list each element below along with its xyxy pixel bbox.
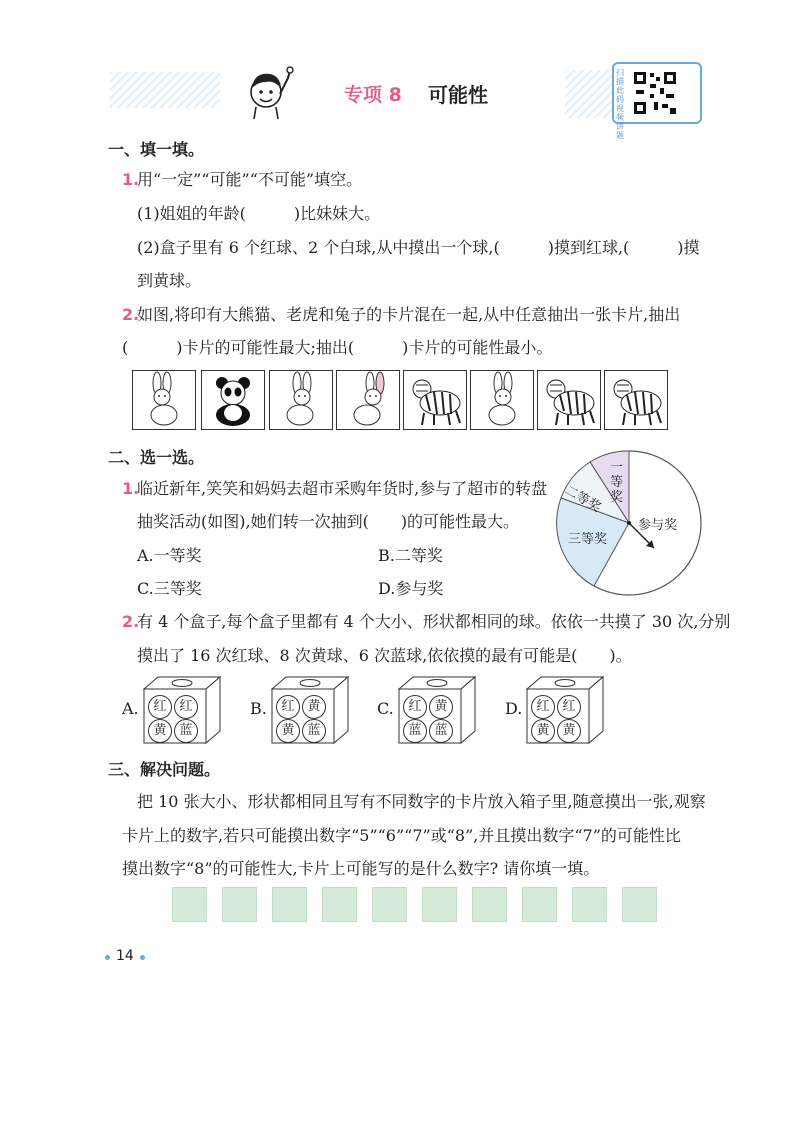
s1-q2-line2: ( )卡片的可能性最大;抽出( )卡片的可能性最小。	[122, 338, 553, 357]
tiger-icon	[605, 371, 667, 429]
header-left-decoration	[110, 72, 220, 108]
animal-card	[132, 370, 196, 430]
ball: 蓝	[302, 719, 326, 743]
rabbit-icon	[133, 371, 195, 429]
ball: 蓝	[429, 719, 453, 743]
box-letter: B.	[250, 699, 267, 718]
ball: 黄	[148, 719, 172, 743]
rabbit-icon	[471, 371, 533, 429]
ball: 黄	[557, 719, 581, 743]
ball: 黄	[302, 695, 326, 719]
page-number-dot-right	[140, 955, 145, 960]
answer-card[interactable]	[622, 887, 657, 922]
page-number-dot-left	[105, 955, 110, 960]
animal-card	[537, 370, 601, 430]
s3-line2: 卡片上的数字,若只可能摸出数字“5”“6”“7”或“8”,并且摸出数字“7”的可能性比	[122, 826, 681, 845]
ball: 红	[148, 695, 172, 719]
answer-card[interactable]	[422, 887, 457, 922]
spinner-label-second: 二等奖	[561, 482, 604, 516]
box-letter: D.	[505, 699, 523, 718]
s1-q2-line1: 如图,将印有大熊猫、老虎和兔子的卡片混在一起,从中任意抽出一张卡片,抽出	[137, 305, 681, 324]
answer-card[interactable]	[172, 887, 207, 922]
ball: 红	[276, 695, 300, 719]
s1-q1-sub2-line2: 到黄球。	[137, 271, 202, 290]
section2-heading: 二、选一选。	[108, 448, 205, 467]
ball: 黄	[276, 719, 300, 743]
s1-q1-number: 1.	[122, 170, 140, 189]
ball: 蓝	[403, 719, 427, 743]
page-number: 14	[116, 948, 134, 964]
s2-q1-option-b: B.二等奖	[378, 546, 443, 565]
animal-card	[269, 370, 333, 430]
ball: 黄	[429, 695, 453, 719]
s3-line1: 把 10 张大小、形状都相同且写有不同数字的卡片放入箱子里,随意摸出一张,观察	[137, 792, 706, 811]
rabbit-icon	[337, 371, 399, 429]
box-letter: C.	[377, 699, 394, 718]
rabbit-icon	[270, 371, 332, 429]
spinner-label-third: 三等奖	[568, 532, 608, 547]
ball-box-c	[377, 675, 477, 745]
s2-q2-line1: 有 4 个盒子,每个盒子里都有 4 个大小、形状都相同的球。依依一共摸了 30 次,分别	[137, 612, 731, 631]
answer-card[interactable]	[572, 887, 607, 922]
answer-card[interactable]	[472, 887, 507, 922]
s1-q1-sub1: (1)姐姐的年龄( )比妹妹大。	[137, 204, 381, 223]
spinner-label-first: 一等奖	[610, 460, 624, 505]
panda-icon	[202, 371, 264, 429]
ball-box-d	[505, 675, 605, 745]
s2-q1-option-d: D.参与奖	[378, 579, 444, 598]
answer-card[interactable]	[272, 887, 307, 922]
s1-q2-number: 2.	[122, 305, 140, 324]
answer-card[interactable]	[222, 887, 257, 922]
answer-card[interactable]	[522, 887, 557, 922]
page-title: 可能性	[428, 83, 488, 107]
s2-q2-line2: 摸出了 16 次红球、8 次黄球、6 次蓝球,依依摸的最有可能是( )。	[137, 646, 632, 665]
s2-q1-number: 1.	[122, 479, 140, 498]
ball: 黄	[531, 719, 555, 743]
s1-q1-stem: 用“一定”“可能”“不可能”填空。	[137, 170, 363, 189]
s2-q1-line2: 抽奖活动(如图),她们转一次抽到( )的可能性最大。	[137, 512, 520, 531]
section1-heading: 一、填一填。	[108, 140, 205, 159]
s2-q2-number: 2.	[122, 612, 140, 631]
ball-box-b	[250, 675, 350, 745]
tiger-icon	[404, 371, 466, 429]
prize-spinner	[554, 448, 704, 598]
section3-heading: 三、解决问题。	[108, 760, 221, 779]
s1-q1-sub2-line1: (2)盒子里有 6 个红球、2 个白球,从中摸出一个球,( )摸到红球,( )摸	[137, 238, 700, 257]
answer-card[interactable]	[372, 887, 407, 922]
spinner-label-participation: 参与奖	[638, 518, 678, 533]
qr-caption: 扫描此码 视频讲题	[616, 68, 624, 140]
header-label: 专项 8	[344, 84, 402, 106]
s2-q1-option-c: C.三等奖	[137, 579, 202, 598]
box-letter: A.	[122, 699, 139, 718]
ball: 蓝	[174, 719, 198, 743]
animal-card	[403, 370, 467, 430]
s2-q1-line1: 临近新年,笑笑和妈妈去超市采购年货时,参与了超市的转盘	[137, 479, 548, 498]
ball: 红	[531, 695, 555, 719]
ball-box-a	[122, 675, 222, 745]
ball: 红	[557, 695, 581, 719]
answer-card[interactable]	[322, 887, 357, 922]
animal-card	[201, 370, 265, 430]
ball: 红	[174, 695, 198, 719]
animal-card	[604, 370, 668, 430]
s3-line3: 摸出数字“8”的可能性大,卡片上可能写的是什么数字? 请你填一填。	[122, 859, 600, 878]
qr-code[interactable]	[612, 62, 702, 140]
boy-mascot-icon	[244, 64, 300, 120]
animal-card	[470, 370, 534, 430]
tiger-icon	[538, 371, 600, 429]
ball: 红	[403, 695, 427, 719]
animal-card	[336, 370, 400, 430]
s2-q1-option-a: A.一等奖	[137, 546, 202, 565]
